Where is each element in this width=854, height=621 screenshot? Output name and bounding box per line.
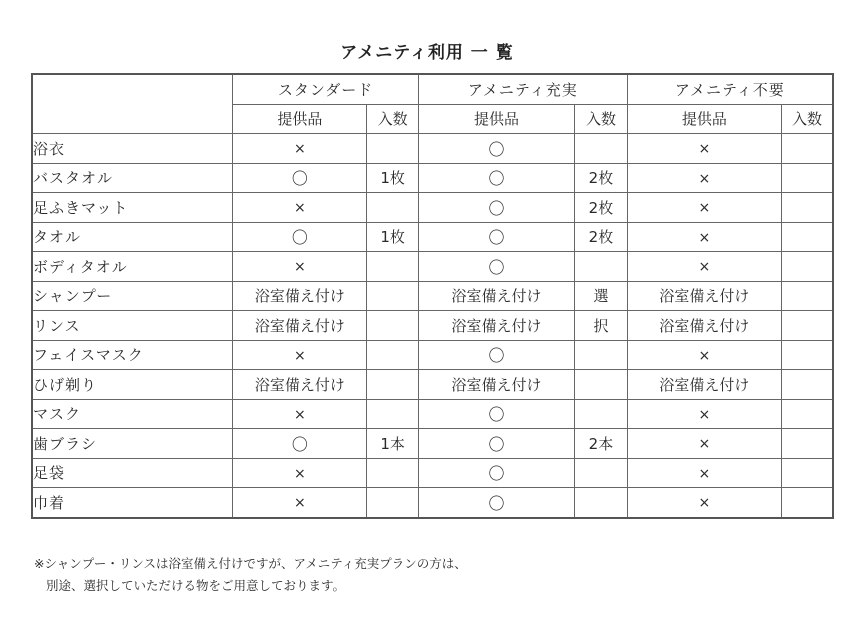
none-quantity-header: 入数 (782, 104, 833, 134)
circle-mark: 〇 (291, 434, 308, 454)
cross-mark: × (293, 495, 306, 512)
standard-provided-cell (233, 340, 367, 370)
item-name-cell: フェイスマスク (32, 340, 233, 370)
bath-provided-text: 浴室備え付け (451, 375, 542, 394)
none-quantity-cell (782, 458, 833, 488)
standard-provided-cell (233, 458, 367, 488)
none-quantity-cell (782, 134, 833, 164)
table-row (32, 281, 833, 311)
standard-quantity-cell (367, 488, 418, 518)
none-quantity-cell (782, 370, 833, 400)
full-quantity-cell (575, 399, 627, 429)
header-corner-cell (32, 74, 233, 134)
none-provided-cell (627, 399, 781, 429)
table-row (32, 488, 833, 518)
none-provided-cell (627, 458, 781, 488)
standard-provided-cell (233, 488, 367, 518)
item-name-cell: ボディタオル (32, 252, 233, 282)
standard-provided-cell (233, 252, 367, 282)
standard-provided-cell (233, 222, 367, 252)
circle-mark: 〇 (488, 139, 505, 159)
table-row (32, 370, 833, 400)
none-quantity-cell (782, 222, 833, 252)
bath-provided-text: 浴室備え付け (659, 287, 750, 306)
none-quantity-cell (782, 252, 833, 282)
cross-mark: × (293, 347, 306, 364)
full-provided-cell (418, 193, 574, 223)
page-title: アメニティ利用 一 覧 (340, 43, 514, 63)
plan-none-header: アメニティ不要 (627, 74, 833, 104)
cross-mark: × (698, 495, 711, 512)
standard-quantity-cell: 1枚 (367, 163, 418, 193)
cross-mark: × (293, 141, 306, 158)
table-row (32, 193, 833, 223)
standard-provided-cell (233, 399, 367, 429)
circle-mark: 〇 (291, 169, 308, 189)
standard-provided-cell (233, 311, 367, 341)
cross-mark: × (698, 347, 711, 364)
standard-quantity-cell (367, 458, 418, 488)
item-name-cell: リンス (32, 311, 233, 341)
full-provided-cell (418, 370, 574, 400)
bath-provided-text: 浴室備え付け (451, 287, 542, 306)
item-name-cell: マスク (32, 399, 233, 429)
none-provided-cell (627, 252, 781, 282)
full-quantity-header: 入数 (575, 104, 627, 134)
item-name-cell: ひげ剃り (32, 370, 233, 400)
circle-mark: 〇 (488, 169, 505, 189)
bath-provided-text: 浴室備え付け (659, 375, 750, 394)
full-quantity-cell (575, 340, 627, 370)
bath-provided-text: 浴室備え付け (254, 316, 345, 335)
cross-mark: × (698, 436, 711, 453)
full-provided-cell (418, 134, 574, 164)
full-provided-cell (418, 163, 574, 193)
standard-provided-cell (233, 281, 367, 311)
circle-mark: 〇 (488, 464, 505, 484)
full-quantity-cell: 2本 (575, 429, 627, 459)
standard-provided-header: 提供品 (233, 104, 367, 134)
item-name-cell: シャンプー (32, 281, 233, 311)
bath-provided-text: 浴室備え付け (451, 316, 542, 335)
none-provided-cell (627, 193, 781, 223)
full-quantity-cell: 2枚 (575, 193, 627, 223)
standard-provided-cell (233, 429, 367, 459)
standard-quantity-cell (367, 399, 418, 429)
full-provided-cell (418, 429, 574, 459)
full-quantity-cell (575, 370, 627, 400)
item-name-cell: 歯ブラシ (32, 429, 233, 459)
none-quantity-cell (782, 163, 833, 193)
none-quantity-cell (782, 488, 833, 518)
cross-mark: × (293, 200, 306, 217)
circle-mark: 〇 (488, 434, 505, 454)
plan-full-header: アメニティ充実 (418, 74, 627, 104)
full-provided-cell (418, 222, 574, 252)
table-row (32, 134, 833, 164)
amenity-table-body (32, 134, 833, 518)
full-provided-cell (418, 311, 574, 341)
full-provided-cell (418, 340, 574, 370)
standard-provided-cell (233, 370, 367, 400)
full-provided-cell (418, 252, 574, 282)
full-provided-header: 提供品 (418, 104, 574, 134)
item-name-cell: 足袋 (32, 458, 233, 488)
standard-quantity-cell: 1枚 (367, 222, 418, 252)
bath-provided-text: 浴室備え付け (659, 316, 750, 335)
circle-mark: 〇 (488, 405, 505, 425)
table-row (32, 458, 833, 488)
footnote (34, 553, 467, 597)
circle-mark: 〇 (488, 257, 505, 277)
item-name-cell: 巾着 (32, 488, 233, 518)
standard-quantity-cell (367, 311, 418, 341)
full-quantity-cell (575, 458, 627, 488)
standard-quantity-cell (367, 193, 418, 223)
none-quantity-cell (782, 340, 833, 370)
amenity-table (31, 73, 834, 519)
full-provided-cell (418, 458, 574, 488)
standard-quantity-cell (367, 340, 418, 370)
standard-provided-cell (233, 193, 367, 223)
standard-quantity-cell (367, 252, 418, 282)
cross-mark: × (698, 229, 711, 246)
none-provided-cell (627, 134, 781, 164)
full-provided-cell (418, 488, 574, 518)
circle-mark: 〇 (488, 228, 505, 248)
plan-standard-header: スタンダード (233, 74, 419, 104)
standard-quantity-header: 入数 (367, 104, 418, 134)
cross-mark: × (698, 259, 711, 276)
none-provided-header: 提供品 (627, 104, 781, 134)
cross-mark: × (698, 141, 711, 158)
item-name-cell: 浴衣 (32, 134, 233, 164)
table-row (32, 429, 833, 459)
table-row (32, 163, 833, 193)
cross-mark: × (698, 200, 711, 217)
full-quantity-cell: 2枚 (575, 222, 627, 252)
none-quantity-cell (782, 399, 833, 429)
table-row (32, 340, 833, 370)
none-provided-cell (627, 163, 781, 193)
standard-provided-cell (233, 163, 367, 193)
full-quantity-cell (575, 134, 627, 164)
circle-mark: 〇 (488, 493, 505, 513)
circle-mark: 〇 (291, 228, 308, 248)
bath-provided-text: 浴室備え付け (254, 287, 345, 306)
full-quantity-cell (575, 488, 627, 518)
standard-quantity-cell (367, 281, 418, 311)
full-quantity-cell: 択 (575, 311, 627, 341)
full-quantity-cell: 選 (575, 281, 627, 311)
full-quantity-cell (575, 252, 627, 282)
item-name-cell: バスタオル (32, 163, 233, 193)
none-provided-cell (627, 222, 781, 252)
circle-mark: 〇 (488, 198, 505, 218)
none-quantity-cell (782, 193, 833, 223)
none-quantity-cell (782, 311, 833, 341)
none-provided-cell (627, 488, 781, 518)
item-name-cell: 足ふきマット (32, 193, 233, 223)
circle-mark: 〇 (488, 346, 505, 366)
cross-mark: × (698, 170, 711, 187)
plan-header-row (32, 74, 833, 104)
table-row (32, 311, 833, 341)
none-provided-cell (627, 311, 781, 341)
bath-provided-text: 浴室備え付け (254, 375, 345, 394)
none-provided-cell (627, 429, 781, 459)
table-row (32, 252, 833, 282)
cross-mark: × (293, 406, 306, 423)
standard-provided-cell (233, 134, 367, 164)
none-quantity-cell (782, 281, 833, 311)
cross-mark: × (293, 259, 306, 276)
standard-quantity-cell: 1本 (367, 429, 418, 459)
table-row (32, 399, 833, 429)
full-provided-cell (418, 399, 574, 429)
full-quantity-cell: 2枚 (575, 163, 627, 193)
standard-quantity-cell (367, 370, 418, 400)
none-provided-cell (627, 340, 781, 370)
none-provided-cell (627, 281, 781, 311)
footnote-line-2: 別途、選択していただける物をご用意しております。 (46, 578, 346, 593)
standard-quantity-cell (367, 134, 418, 164)
none-quantity-cell (782, 429, 833, 459)
item-name-cell: タオル (32, 222, 233, 252)
cross-mark: × (698, 406, 711, 423)
cross-mark: × (293, 465, 306, 482)
table-row (32, 222, 833, 252)
full-provided-cell (418, 281, 574, 311)
none-provided-cell (627, 370, 781, 400)
cross-mark: × (698, 465, 711, 482)
footnote-line-1: ※シャンプー・リンスは浴室備え付けですが、アメニティ充実プランの方は、 (34, 556, 467, 571)
